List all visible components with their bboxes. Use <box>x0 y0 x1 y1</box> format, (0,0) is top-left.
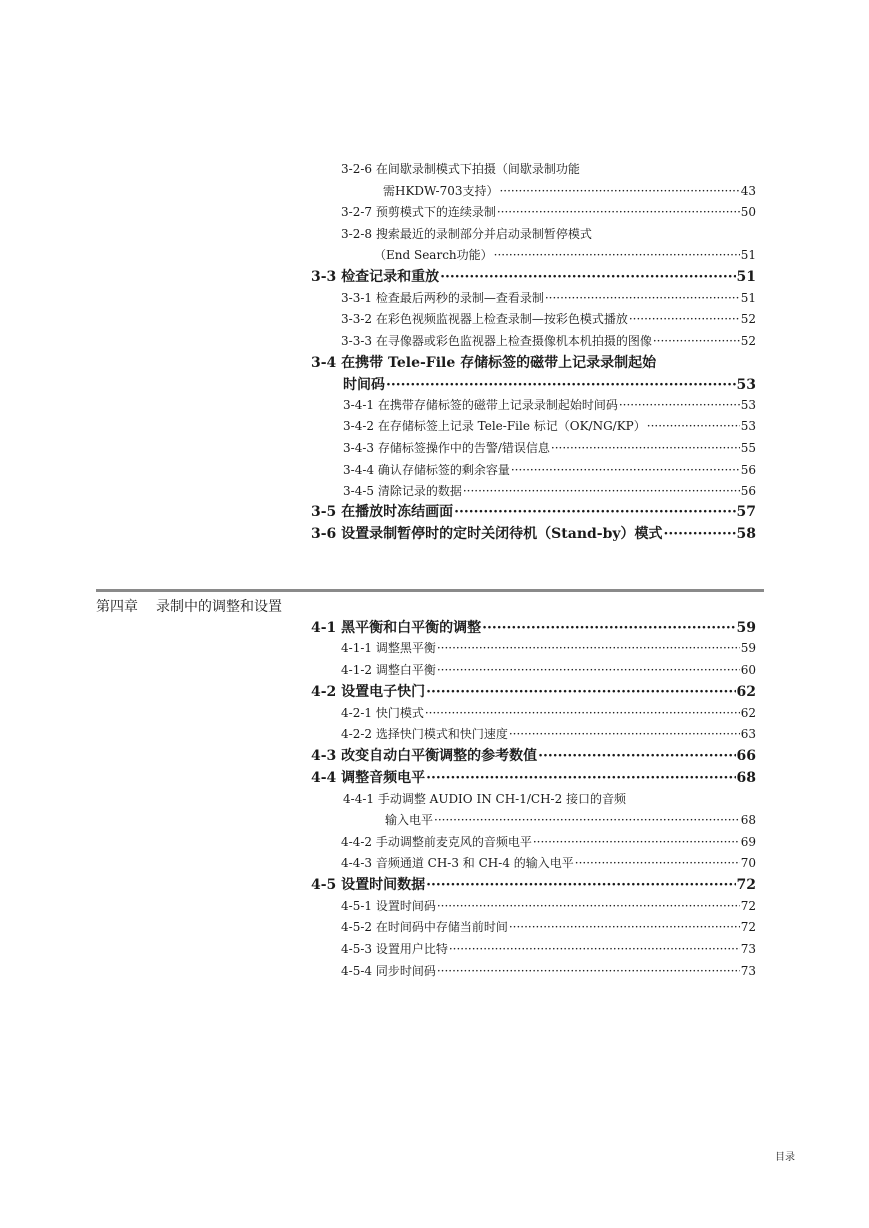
toc-page-number: 43 <box>740 184 756 198</box>
toc-title: 搜索最近的录制部分并启动录制暂停模式 <box>375 227 592 241</box>
dot-leader <box>463 482 740 500</box>
toc-page-number: 52 <box>740 334 756 348</box>
toc-number: 3-3 <box>311 269 337 285</box>
toc-page-number: 69 <box>740 835 756 849</box>
toc-page-number: 63 <box>740 727 756 741</box>
toc-section-entry[interactable] <box>311 874 756 896</box>
dot-leader <box>440 266 735 288</box>
chapter-title: 录制中的调整和设置 <box>156 599 282 615</box>
dot-leader <box>533 833 740 851</box>
toc-title: 在播放时冻结画面 <box>341 504 454 520</box>
toc-title: 设置录制暂停时的定时关闭待机（Stand-by）模式 <box>341 526 663 542</box>
toc-title: 设置时间数据 <box>341 877 426 893</box>
toc-page-number: 68 <box>736 770 756 786</box>
toc-title: 手动调整 AUDIO IN CH-1/CH-2 接口的音频 <box>377 792 627 806</box>
toc-entry[interactable] <box>341 661 756 679</box>
toc-section-entry[interactable] <box>311 523 756 545</box>
toc-title: 在携带存储标签的磁带上记录录制起始时间码 <box>377 398 618 412</box>
toc-number: 3-3-3 <box>341 334 373 348</box>
toc-entry[interactable] <box>341 203 756 221</box>
dot-leader <box>629 310 740 328</box>
toc-section-entry[interactable] <box>311 745 756 767</box>
dot-leader <box>664 523 736 545</box>
toc-number: 4-2 <box>311 684 337 700</box>
toc-page-number: 53 <box>736 377 756 393</box>
dot-leader <box>437 962 740 980</box>
toc-number: 4-1-1 <box>341 641 373 655</box>
toc-number: 3-5 <box>311 504 337 520</box>
toc-title: 快门模式 <box>375 706 424 720</box>
toc-number: 3-6 <box>311 526 337 542</box>
toc-page-number: 50 <box>740 205 756 219</box>
toc-title: 手动调整前麦克风的音频电平 <box>375 835 532 849</box>
dot-leader <box>511 461 740 479</box>
dot-leader <box>509 725 740 743</box>
toc-number: 4-5-2 <box>341 920 373 934</box>
toc-title: 黑平衡和白平衡的调整 <box>341 620 482 636</box>
toc-page-number: 60 <box>740 663 756 677</box>
toc-entry[interactable] <box>341 225 592 243</box>
toc-section-entry[interactable] <box>311 681 756 703</box>
dot-leader <box>437 639 740 657</box>
toc-section-entry[interactable] <box>311 617 756 639</box>
toc-number: 4-4-1 <box>343 792 375 806</box>
chapter-heading[interactable] <box>96 596 282 616</box>
toc-entry[interactable] <box>341 833 756 851</box>
toc-title: 时间码 <box>343 377 385 393</box>
toc-entry[interactable] <box>343 439 756 457</box>
chapter-label: 第四章 <box>96 599 138 615</box>
dot-leader <box>538 745 735 767</box>
toc-entry[interactable] <box>341 897 756 915</box>
toc-number: 3-4-1 <box>343 398 375 412</box>
chapter-divider <box>96 589 764 592</box>
toc-entry[interactable] <box>343 417 756 435</box>
toc-entry[interactable] <box>341 310 756 328</box>
toc-number: 4-2-1 <box>341 706 373 720</box>
toc-page-number: 73 <box>740 964 756 978</box>
toc-page-number: 72 <box>740 920 756 934</box>
dot-leader <box>454 501 735 523</box>
toc-entry[interactable] <box>374 246 756 264</box>
toc-title: 在彩色视频监视器上检查录制—按彩色模式播放 <box>375 312 628 326</box>
toc-title: 存储标签操作中的告警/错误信息 <box>377 441 550 455</box>
toc-title: 预剪模式下的连续录制 <box>375 205 496 219</box>
toc-title: 调整黑平衡 <box>375 641 436 655</box>
dot-leader <box>449 940 740 958</box>
dot-leader <box>437 661 740 679</box>
toc-number: 3-3-1 <box>341 291 373 305</box>
dot-leader <box>386 374 736 396</box>
toc-title: 调整白平衡 <box>375 663 436 677</box>
toc-title: 设置时间码 <box>375 899 436 913</box>
toc-entry[interactable] <box>385 811 756 829</box>
toc-title: 在时间码中存储当前时间 <box>375 920 508 934</box>
toc-number: 3-3-2 <box>341 312 373 326</box>
toc-page-number: 56 <box>740 484 756 498</box>
toc-number: 4-4 <box>311 770 337 786</box>
dot-leader <box>499 182 739 200</box>
toc-number: 4-5-4 <box>341 964 373 978</box>
toc-section-entry[interactable] <box>311 501 756 523</box>
toc-title: 在存储标签上记录 Tele-File 标记（OK/NG/KP） <box>377 419 646 433</box>
dot-leader <box>545 289 740 307</box>
toc-entry[interactable] <box>341 962 756 980</box>
toc-number: 4-4-2 <box>341 835 373 849</box>
toc-page-number: 72 <box>740 899 756 913</box>
toc-number: 3-2-8 <box>341 227 373 241</box>
toc-page-number: 57 <box>736 504 756 520</box>
toc-title: 在寻像器或彩色监视器上检查摄像机本机拍摄的图像 <box>375 334 652 348</box>
toc-section-entry[interactable] <box>311 767 756 789</box>
toc-entry[interactable] <box>383 182 756 200</box>
toc-entry[interactable] <box>341 289 756 307</box>
toc-number: 4-4-3 <box>341 856 373 870</box>
toc-number: 3-4-2 <box>343 419 375 433</box>
dot-leader <box>494 246 740 264</box>
toc-title: 调整音频电平 <box>341 770 426 786</box>
toc-title: 改变自动白平衡调整的参考数值 <box>341 748 538 764</box>
toc-page-number: 70 <box>740 856 756 870</box>
toc-page-number: 73 <box>740 942 756 956</box>
toc-page-number: 51 <box>736 269 756 285</box>
toc-title: 选择快门模式和快门速度 <box>375 727 508 741</box>
dot-leader <box>426 874 735 896</box>
dot-leader <box>426 681 735 703</box>
toc-entry[interactable] <box>341 160 580 178</box>
dot-leader <box>619 396 740 414</box>
toc-entry[interactable] <box>341 639 756 657</box>
toc-section-entry[interactable] <box>311 352 656 374</box>
dot-leader <box>575 854 740 872</box>
dot-leader <box>482 617 735 639</box>
dot-leader <box>509 918 740 936</box>
toc-page-number: 62 <box>740 706 756 720</box>
toc-title: 需HKDW-703支持） <box>383 184 499 198</box>
toc-title: （End Search功能） <box>374 248 493 262</box>
toc-entry[interactable] <box>341 725 756 743</box>
toc-page-number: 58 <box>736 526 756 542</box>
toc-number: 3-2-7 <box>341 205 373 219</box>
toc-number: 4-1 <box>311 620 337 636</box>
toc-number: 3-4 <box>311 355 337 371</box>
toc-page-number: 59 <box>736 620 756 636</box>
toc-number: 4-5 <box>311 877 337 893</box>
toc-title: 确认存储标签的剩余容量 <box>377 463 510 477</box>
toc-entry[interactable] <box>341 940 756 958</box>
dot-leader <box>434 811 740 829</box>
toc-number: 4-1-2 <box>341 663 373 677</box>
toc-page-number: 53 <box>740 398 756 412</box>
toc-number: 4-5-1 <box>341 899 373 913</box>
toc-page-number: 72 <box>736 877 756 893</box>
toc-page-number: 59 <box>740 641 756 655</box>
toc-section-entry[interactable] <box>311 266 756 288</box>
toc-page-number: 51 <box>740 248 756 262</box>
toc-title: 设置电子快门 <box>341 684 426 700</box>
toc-entry[interactable] <box>341 854 756 872</box>
dot-leader <box>551 439 740 457</box>
toc-number: 4-2-2 <box>341 727 373 741</box>
dot-leader <box>426 767 735 789</box>
toc-entry[interactable] <box>343 482 756 500</box>
toc-number: 3-4-4 <box>343 463 375 477</box>
toc-title: 清除记录的数据 <box>377 484 462 498</box>
toc-page-number: 53 <box>740 419 756 433</box>
toc-page-number: 62 <box>736 684 756 700</box>
toc-page-number: 56 <box>740 463 756 477</box>
toc-page-number: 52 <box>740 312 756 326</box>
toc-page-number: 55 <box>740 441 756 455</box>
toc-number: 4-3 <box>311 748 337 764</box>
toc-number: 3-4-5 <box>343 484 375 498</box>
toc-entry[interactable] <box>341 918 756 936</box>
toc-title: 在携带 Tele-File 存储标签的磁带上记录录制起始 <box>341 355 657 371</box>
page-footer: 目录 <box>775 1152 795 1163</box>
toc-title: 输入电平 <box>385 813 434 827</box>
dot-leader <box>437 897 740 915</box>
toc-title: 在间歇录制模式下拍摄（间歇录制功能 <box>375 162 580 176</box>
toc-number: 3-2-6 <box>341 162 373 176</box>
toc-number: 4-5-3 <box>341 942 373 956</box>
toc-title: 同步时间码 <box>375 964 436 978</box>
dot-leader <box>653 332 740 350</box>
toc-page-number: 51 <box>740 291 756 305</box>
toc-page-number: 68 <box>740 813 756 827</box>
toc-page-number: 66 <box>736 748 756 764</box>
toc-title: 检查最后两秒的录制—查看录制 <box>375 291 544 305</box>
toc-entry[interactable] <box>343 396 756 414</box>
toc-title: 设置用户比特 <box>375 942 448 956</box>
toc-title: 音频通道 CH-3 和 CH-4 的输入电平 <box>375 856 574 870</box>
dot-leader <box>425 704 740 722</box>
toc-section-entry[interactable] <box>343 374 756 396</box>
toc-title: 检查记录和重放 <box>341 269 440 285</box>
dot-leader <box>497 203 740 221</box>
dot-leader <box>647 417 740 435</box>
toc-entry[interactable] <box>343 461 756 479</box>
toc-entry[interactable] <box>341 332 756 350</box>
toc-number: 3-4-3 <box>343 441 375 455</box>
toc-entry[interactable] <box>343 790 626 808</box>
toc-entry[interactable] <box>341 704 756 722</box>
